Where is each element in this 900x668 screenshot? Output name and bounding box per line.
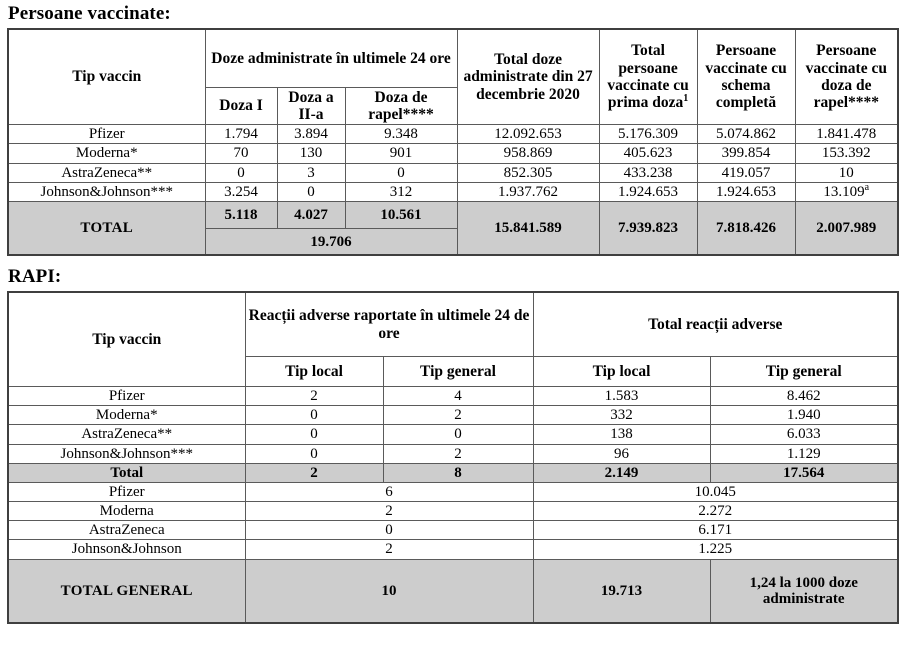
cell-vaccine: Pfizer: [8, 125, 205, 144]
header-vaccine-type: Tip vaccin: [8, 29, 205, 125]
rapi-header-local-total: Tip local: [533, 356, 710, 386]
header-total-first-dose: [599, 29, 697, 125]
header-total-first-dose-text: Total persoane vaccinate cu prima doza: [607, 42, 689, 112]
subtotal-local-total: 2.149: [533, 463, 710, 482]
cell-booster-people-sup: a: [864, 181, 870, 193]
cell-booster-people: [795, 182, 898, 201]
cell-local-24h: 0: [245, 425, 383, 444]
cell-booster: 901: [345, 144, 457, 163]
cell-full-scheme: 1.924.653: [697, 182, 795, 201]
header-first-dose-superscript: 1: [683, 93, 689, 105]
cell-booster-people: [795, 163, 898, 182]
cell-reactions-total: 2.272: [533, 502, 898, 521]
cell-vaccine: Pfizer: [8, 386, 245, 405]
total-doses-24h-sum: 19.706: [205, 228, 457, 255]
grand-total-reactions-total: 19.713: [533, 559, 710, 623]
cell-full-scheme: 419.057: [697, 163, 795, 182]
cell-dose2: 130: [277, 144, 345, 163]
cell-vaccine: Moderna*: [8, 144, 205, 163]
cell-general-total: 8.462: [710, 386, 898, 405]
vaccinated-table-body: [8, 125, 898, 256]
cell-booster: 9.348: [345, 125, 457, 144]
cell-dose1: 3.254: [205, 182, 277, 201]
cell-reactions-total: 6.171: [533, 521, 898, 540]
cell-reactions-total: 1.225: [533, 540, 898, 559]
total-booster: 10.561: [345, 201, 457, 228]
cell-vaccine: AstraZeneca: [8, 521, 245, 540]
header-dose-booster: Doza de rapel****: [345, 87, 457, 125]
subtotal-general-total: 17.564: [710, 463, 898, 482]
cell-local-total: 1.583: [533, 386, 710, 405]
cell-total-doses: 1.937.762: [457, 182, 599, 201]
cell-local-24h: 0: [245, 444, 383, 463]
rapi-header-total-reactions: Total reacții adverse: [533, 292, 898, 356]
cell-full-scheme: 399.854: [697, 144, 795, 163]
cell-reactions-24h: 6: [245, 482, 533, 501]
table-row: [8, 125, 898, 144]
vaccinated-table: [7, 28, 899, 256]
total-total-doses: 15.841.589: [457, 201, 599, 255]
cell-booster-people-text: 1.841.478: [816, 126, 877, 143]
header-booster-people: Persoane vaccinate cu doza de rapel****: [795, 29, 898, 125]
cell-general-24h: 0: [383, 425, 533, 444]
cell-booster-people-text: 13.109: [823, 183, 865, 200]
page-title-rapi: RAPI:: [8, 266, 62, 288]
header-dose-2: Doza a II-a: [277, 87, 345, 125]
cell-general-total: 1.129: [710, 444, 898, 463]
total-row-upper: [8, 201, 898, 228]
total-dose2: 4.027: [277, 201, 345, 228]
cell-total-doses: 12.092.653: [457, 125, 599, 144]
cell-dose2: 3.894: [277, 125, 345, 144]
cell-vaccine: Johnson&Johnson***: [8, 444, 245, 463]
rapi-table-body: [8, 386, 898, 623]
rapi-subtotal-row: [8, 463, 898, 482]
rapi-header-general-total: Tip general: [710, 356, 898, 386]
cell-dose1: 0: [205, 163, 277, 182]
cell-first-dose: 433.238: [599, 163, 697, 182]
cell-first-dose: 5.176.309: [599, 125, 697, 144]
table-row: [8, 406, 898, 425]
cell-dose1: 1.794: [205, 125, 277, 144]
cell-full-scheme: 5.074.862: [697, 125, 795, 144]
grand-total-reactions-24h: 10: [245, 559, 533, 623]
document-page: [0, 4, 900, 668]
cell-general-24h: 2: [383, 406, 533, 425]
cell-local-total: 96: [533, 444, 710, 463]
cell-reactions-24h: 0: [245, 521, 533, 540]
total-booster-people: 2.007.989: [795, 201, 898, 255]
total-full-scheme: 7.818.426: [697, 201, 795, 255]
cell-general-24h: 2: [383, 444, 533, 463]
table-row: [8, 386, 898, 405]
subtotal-general-24h: 8: [383, 463, 533, 482]
cell-dose2: 3: [277, 163, 345, 182]
cell-total-doses: 852.305: [457, 163, 599, 182]
table-row: [8, 163, 898, 182]
combined-row: [8, 521, 898, 540]
cell-dose2: 0: [277, 182, 345, 201]
combined-row: [8, 502, 898, 521]
cell-vaccine: Pfizer: [8, 482, 245, 501]
cell-booster: 0: [345, 163, 457, 182]
cell-vaccine: Johnson&Johnson: [8, 540, 245, 559]
cell-booster-people-text: 10: [838, 164, 854, 181]
cell-dose1: 70: [205, 144, 277, 163]
rapi-header-general-24h: Tip general: [383, 356, 533, 386]
cell-vaccine: AstraZeneca**: [8, 425, 245, 444]
cell-vaccine: Moderna*: [8, 406, 245, 425]
rapi-header-row-group: [8, 292, 898, 356]
header-row-group: [8, 29, 898, 87]
cell-booster-people: [795, 144, 898, 163]
cell-booster: 312: [345, 182, 457, 201]
table-row: [8, 444, 898, 463]
rapi-table-head: [8, 292, 898, 386]
cell-vaccine: Moderna: [8, 502, 245, 521]
cell-total-doses: 958.869: [457, 144, 599, 163]
cell-general-24h: 4: [383, 386, 533, 405]
total-first-dose: 7.939.823: [599, 201, 697, 255]
cell-vaccine: Johnson&Johnson***: [8, 182, 205, 201]
vaccinated-table-head: [8, 29, 898, 125]
rapi-header-vaccine-type: Tip vaccin: [8, 292, 245, 386]
cell-reactions-24h: 2: [245, 540, 533, 559]
rapi-table: [7, 291, 899, 624]
header-doses-24h: Doze administrate în ultimele 24 ore: [205, 29, 457, 87]
cell-reactions-24h: 2: [245, 502, 533, 521]
grand-total-row: [8, 559, 898, 623]
cell-booster-people-text: 153.392: [821, 145, 871, 162]
cell-general-total: 1.940: [710, 406, 898, 425]
cell-vaccine: AstraZeneca**: [8, 163, 205, 182]
cell-first-dose: 405.623: [599, 144, 697, 163]
header-full-scheme: Persoane vaccinate cu schema completă: [697, 29, 795, 125]
combined-row: [8, 540, 898, 559]
total-dose1: 5.118: [205, 201, 277, 228]
cell-local-24h: 0: [245, 406, 383, 425]
cell-first-dose: 1.924.653: [599, 182, 697, 201]
header-total-doses: Total doze administrate din 27 decembrie 2020: [457, 29, 599, 125]
table-row: [8, 144, 898, 163]
rapi-header-reactions-24h: Reacții adverse raportate în ultimele 24 de ore: [245, 292, 533, 356]
table-row: [8, 182, 898, 201]
header-dose-1: Doza I: [205, 87, 277, 125]
cell-local-total: 332: [533, 406, 710, 425]
cell-general-total: 6.033: [710, 425, 898, 444]
table-row: [8, 425, 898, 444]
page-title-vaccinated: Persoane vaccinate:: [8, 3, 171, 24]
subtotal-local-24h: 2: [245, 463, 383, 482]
combined-row: [8, 482, 898, 501]
total-label: TOTAL: [8, 201, 205, 255]
cell-local-24h: 2: [245, 386, 383, 405]
rapi-header-local-24h: Tip local: [245, 356, 383, 386]
grand-total-label: TOTAL GENERAL: [8, 559, 245, 623]
subtotal-label: Total: [8, 463, 245, 482]
cell-local-total: 138: [533, 425, 710, 444]
cell-booster-people: [795, 125, 898, 144]
cell-reactions-total: 10.045: [533, 482, 898, 501]
grand-total-rate: 1,24 la 1000 doze administrate: [710, 559, 898, 623]
